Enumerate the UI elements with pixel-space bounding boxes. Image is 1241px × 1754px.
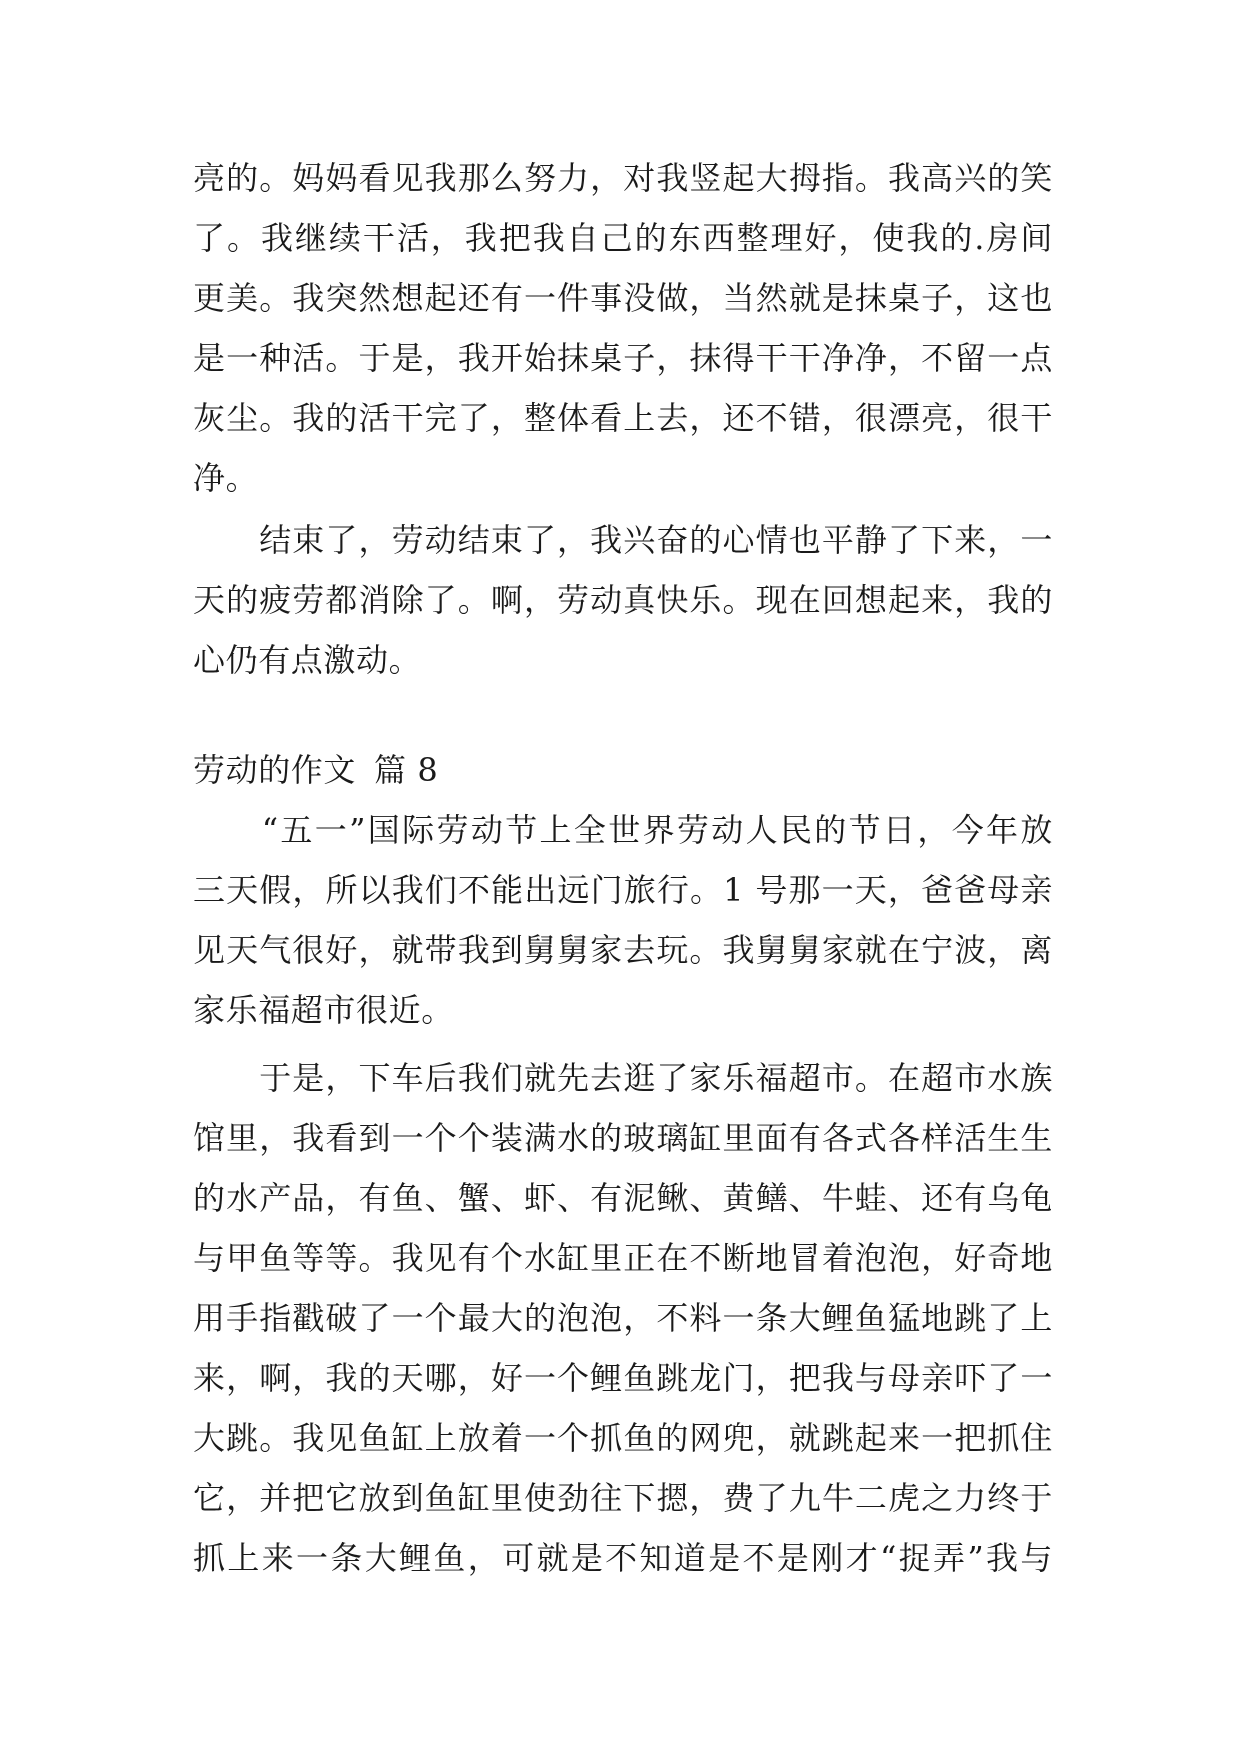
text-line: “五一”国际劳动节上全世界劳动人民的节日，今年放 [193,811,1053,849]
section-heading [193,740,438,800]
paragraph-4 [193,1048,1053,1588]
section-number: 篇 8 [374,751,439,789]
text-line: 家乐福超市很近。 [193,991,454,1029]
text-line: 结束了，劳动结束了，我兴奋的心情也平静了下来，一 [193,521,1053,559]
text-line: 天的疲劳都消除了。啊，劳动真快乐。现在回想起来，我的 [193,581,1053,619]
text-line: 来，啊，我的天哪，好一个鲤鱼跳龙门，把我与母亲吓了一 [193,1359,1053,1397]
text-line: 馆里，我看到一个个装满水的玻璃缸里面有各式各样活生生 [193,1119,1053,1157]
text-line: 三天假，所以我们不能出远门旅行。1 号那一天，爸爸母亲 [193,871,1053,909]
text-line: 净。 [193,459,259,497]
paragraph-2 [193,510,1053,690]
text-line: 于是，下车后我们就先去逛了家乐福超市。在超市水族 [193,1059,1053,1097]
text-line: 了。我继续干活，我把我自己的东西整理好，使我的.房间 [193,219,1053,257]
text-line: 用手指戳破了一个最大的泡泡，不料一条大鲤鱼猛地跳了上 [193,1299,1053,1337]
text-line: 与甲鱼等等。我见有个水缸里正在不断地冒着泡泡，好奇地 [193,1239,1053,1277]
paragraph-1 [193,148,1053,508]
text-line: 抓上来一条大鲤鱼，可就是不知道是不是刚才“捉弄”我与 [193,1539,1053,1577]
text-line: 亮的。妈妈看见我那么努力，对我竖起大拇指。我高兴的笑 [193,159,1053,197]
text-line: 更美。我突然想起还有一件事没做，当然就是抹桌子，这也 [193,279,1053,317]
text-line: 见天气很好，就带我到舅舅家去玩。我舅舅家就在宁波，离 [193,931,1053,969]
paragraph-3 [193,800,1053,1040]
text-line: 大跳。我见鱼缸上放着一个抓鱼的网兜，就跳起来一把抓住 [193,1419,1053,1457]
section-title: 劳动的作文 [193,751,357,789]
text-line: 是一种活。于是，我开始抹桌子，抹得干干净净，不留一点 [193,339,1053,377]
text-line: 它，并把它放到鱼缸里使劲往下摁，费了九牛二虎之力终于 [193,1479,1053,1517]
text-line: 灰尘。我的活干完了，整体看上去，还不错，很漂亮，很干 [193,399,1053,437]
text-line: 心仍有点激动。 [193,641,422,679]
text-line: 的水产品，有鱼、蟹、虾、有泥鳅、黄鳝、牛蛙、还有乌龟 [193,1179,1053,1217]
